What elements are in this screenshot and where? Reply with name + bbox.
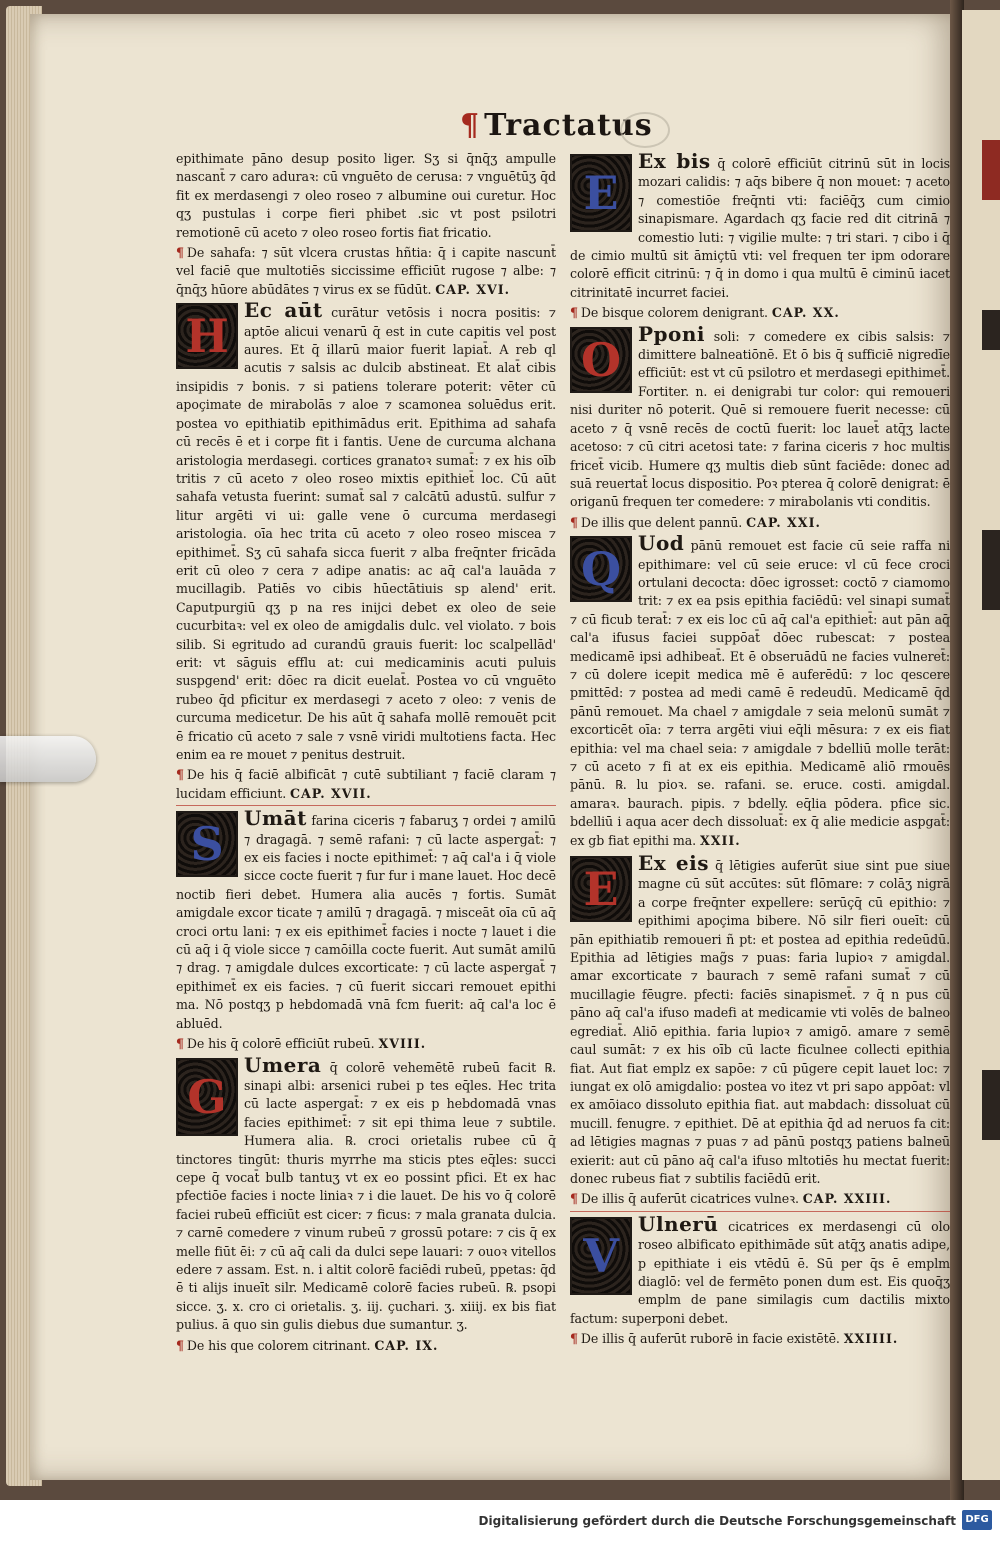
pilcrow-icon: ¶ — [570, 514, 578, 530]
decorated-initial-G: G — [176, 1058, 238, 1136]
pilcrow-icon: ¶ — [176, 1337, 184, 1353]
rubric-heading — [570, 304, 950, 322]
section-xvii — [176, 809, 556, 1035]
section-xix — [570, 152, 950, 304]
section-xx — [570, 325, 950, 514]
section-lead-word: Ec aūt — [244, 301, 323, 323]
section-xviii — [176, 1056, 556, 1337]
heading-text: De bisque colorem denigrant. — [580, 305, 768, 321]
chapter-number: XVIII. — [378, 1036, 427, 1052]
facing-initial-mark — [982, 530, 1000, 610]
footer-credit: Digitalisierung gefördert durch die Deutsche Forschungsgemeinschaft — [478, 1514, 956, 1528]
pilcrow-icon: ¶ — [460, 108, 481, 143]
pilcrow-icon: ¶ — [570, 1331, 578, 1347]
rubric-heading — [176, 1337, 556, 1355]
pilcrow-icon: ¶ — [570, 1191, 578, 1207]
heading-text: De his q̄ colorē efficiūt rubeū. — [186, 1036, 375, 1052]
heading-text: De sahafa: ⁊ sūt vlcera crustas hñtia: q̄ i capite nascunt̄ vel faciē que multotiēs siccissime efficiūt rugose ⁊ albe: ⁊ q̄nq̄ʒ hūore abūdātes ⁊ virus ex se fūdūt. — [176, 245, 556, 297]
section-xxii — [570, 854, 950, 1190]
heading-text: De illis q̄ auferūt ruborē in facie existētē. — [580, 1331, 840, 1347]
decorated-initial-Q: Q — [570, 536, 632, 602]
section-xxi — [570, 534, 950, 852]
rubric-rule — [176, 805, 556, 806]
section-text: soli: ⁊ comedere ex cibis salsis: ⁊ dimittere balneatiōnē. Et ō bis q̄ sufficiē nigredīe efficiūt: est vt cū psilotro et merdasegi epithimet̄. Fortiter. n. ei denigrabi tur color: qui remoueri nisi duriter nō poterit. Quē si remouere fuerit necesse: cū aceto ⁊ q̄ vsnē recēs de coctū fuerit: loc lauet̄ atq̄ʒ lacte acetoso: ⁊ cū citri acetosi tate: ⁊ farina ciceris ⁊ hoc multis fricet̄ vicib. Humere qʒ multis dieb sūnt faciēde: donec ad suā reuertat̄ locus dispositio. Poꝛ pterea q̄ colorē denigrat: ē origanū frequen ter comedere: ⁊ mirabolanis vti conditis. — [570, 328, 950, 510]
heading-text: De illis q̄ auferūt cicatrices vulneꝛ. — [580, 1191, 799, 1207]
section-lead-word: Ex bis — [638, 152, 711, 173]
section-text: cicatrices ex merdasengi cū olo roseo albificato epithimāde sūt atq̄ʒ anatis adipe, p epithiate i eis vtēdū ē. Sū per q̄s ē emplm diaglō: vel de fermēto ponen dum est. Eis quoq̄ʒ emplm de pane similagis cum dactilis mixto factum: superponi debet. — [570, 1218, 950, 1326]
section-text: curātur vetōsis i nocra positis: ⁊ aptōe alicui venarū q̄ est in cute capitis vel post aures. Et q̄ illarū maior fuerit lapiat̄. A reb ql acutis ⁊ salsis ac dulcib abstineat. Et alat̄ cibis insipidis ⁊ bonis. ⁊ si patiens tolerare poterit: vēter cū apoçimate de mirabolās ⁊ aloe ⁊ scamonea soluēdus erit. postea vo epithiatib epithimādus erit. Epithima ad sahafa cū recēs ē et i corpe fit i fantis. Uene de curcuma alchana aristologia merdasegi. cortices granatoꝛ sumat̄: ⁊ ex his oīb tritis ⁊ cū aceto ⁊ oleo roseo mixtis epithiet̄ loc. Cū aūt sahafa vetusta fuerint: sumat̄ sal ⁊ calcātū adustū. sulfur ⁊ litur argēti vi ui: galle vene ō curcuma merdasegi aristologia. oīa hec trita cū aceto ⁊ oleo roseo miscea ⁊ epithimet̄. Sʒ cū sahafa sicca fuerit ⁊ alba freq̄nter fricāda erit cū oleo ⁊ cera ⁊ adipe anatis: ac aq̄ cal'a lauāda ⁊ mucillagib. Patiēs vo cibis hūectātiuis sp alend' erit. Caputpurgiū qʒ p na res inijci debet ex oleo de seie cucurbitaꝛ: vel ex oleo de amigdalis dulc. vel violato. ⁊ bois silib. Si egritudo ad curandū grauis fuerit: loc scalpellād' erit: vt sāguis efflu at: cui medicaminis acuti puluis suspgend' erit: dōec ra dicit euelat̄. Postea vo cū vnguēto rubeo q̄d pficitur ex merdasegi ⁊ aceto ⁊ oleo: ⁊ venis de curcuma medicetur. De his aūt q̄ sahafa mollē remouēt pcit ē fricatio cū aceto ⁊ sale ⁊ vsnē viridi multotiens facta. Hec enim ea re mouet ⁊ penitus destruit. — [176, 305, 556, 762]
facing-initial-mark — [982, 1070, 1000, 1140]
pilcrow-icon: ¶ — [570, 305, 578, 321]
chapter-number: XXII. — [699, 832, 741, 848]
section-text: farina ciceris ⁊ fabaruʒ ⁊ ordei ⁊ amilū ⁊ dragagā. ⁊ semē rafani: ⁊ cū lacte aspergat̄: ⁊ ex eis facies i nocte epithimet̄: ⁊ aq̄ cal'a i q̄ viole sicce cocte fuerit ⁊ fur fur i mane lauet. Hoc decē noctib fieri debet. Humera alia aucēs ⁊ fortis. Sumāt amigdale excor ticate ⁊ amilū ⁊ dragagā. ⁊ misceāt oīa cū aq̄ croci ortu lani: ⁊ ex eis epithimet̄ facies i nocte ⁊ lauet i die cū aq̄ i q̄ viole sicce ⁊ camōilla cocte fuerit. Aut sumāt amilū ⁊ drag. ⁊ amigdale dulces excorticate: ⁊ cū lacte aspergat̄ ⁊ epithimet̄ ex eis facies. ⁊ cū fuerit siccari remouet epithi ma. Nō postqʒ p hebdomadā vnā fcm fuerit: aq̄ cal'a loc ē abluēd. — [176, 813, 556, 1031]
right-text-column — [570, 150, 950, 1351]
decorated-initial-O: O — [570, 327, 632, 393]
rubric-heading — [176, 1035, 556, 1053]
decorated-initial-V: V — [570, 1217, 632, 1295]
heading-text: De his que colorem citrinant. — [186, 1337, 371, 1353]
decorated-initial-E: E — [570, 154, 632, 232]
facing-page-edge — [962, 10, 1000, 1480]
section-lead-word: Umera — [244, 1055, 322, 1077]
section-text: q̄ lētigies auferūt siue sint pue siue magne cū sūt accūtes: sūt flōmare: ⁊ colāʒ nigrā a corpe freq̄nter expellere: serūçq̄ cū epithio: ⁊ epithimi apoçima bibere. Nō silr fieri oueīt: cū pān epithiatib remoueri ñ pt: et postea ad epithia redeūdū. Epithia ad lētigies mag̃s ⁊ puas: faria lupioꝛ ⁊ amigdal. amar excorticate ⁊ baurach ⁊ semē rafani sumat̄ ⁊ cū mucillagie fēugre. pfecti: faciēs sinapismet̄. ⁊ q̄ n pus cū pāno aq̄ cal'a ifuso madefi at medicamie vti volēs de balneo egrediat̄. Aliō epithia. faria lupioꝛ ⁊ amigō. amare ⁊ semē caul sumāt: ⁊ ex his oīb cū lacte ficulnee collecti epithia fiat. Aut fiat emplz ex sapōe: ⁊ cū pūgere cepit lauet loc: ⁊ iungat ex olō amigdalio: postea vo itez vt pri sapo appōat: vl ex amōiaco dissoluto epithia fiat. aut mabdach: dissoluat cū mucill. fenugre. ⁊ epithiet. Dē at epithia q̄d ad neruos fa cit: ad lētigies magnas ⁊ puas ⁊ ad pānū postqʒ patiens balneū exierit: aut cū pāno aq̄ cal'a ifuso mltotiēs hu mectat fuerit: donec rubeus fiat ⁊ subtilis faciēdū erit. — [570, 858, 950, 1186]
library-stamp — [620, 112, 670, 148]
rubric-heading — [570, 514, 950, 532]
rubric-heading — [570, 1330, 950, 1348]
chapter-number: CAP. XXIII. — [802, 1191, 892, 1207]
chapter-number: CAP. XX. — [771, 305, 840, 321]
section-xxiii — [570, 1215, 950, 1330]
section-text: pānū remouet est facie cū seie raffa ni epithimare: vel cū seie eruce: vl cū fece croci ortulani decocta: dōec igrosset: coctō ⁊ ciamomo trit: ⁊ ex ea psis epithia faciēdū: vel sinapi sumat̄ ⁊ cū ficub terat̄: ⁊ ex eis loc cū aq̄ cal'a epithiet̄: aut pān aq̄ cal'a ifusus faciei suppōat̄ dōec rubescat: ⁊ postea medicamē ipsi adhibeat̄. Et ē obseruādū ne facies vulneret̄: ⁊ cū dolere icepit medica mē ē auferēdū: ⁊ loc qescere pmittēd: ⁊ postea ad medi camē ē redeudū. Medicamē q̄d pānū remouet. Ma chael ⁊ amigdale ⁊ seia melonū sumāt ⁊ excorticēt oīa: ⁊ terra argēti viui eq̄li mēsura: ⁊ ex eis fiat epithia: vel ma chael seia: ⁊ amigdale ⁊ bdelliū molle terāt: ⁊ cū aceto ⁊ fi at ex eis epithia. Medicamē aliō rmouēs pānū. ℞. lu pioꝛ. se. rafani. se. eruce. costi. amigdal. amaraꝛ. baurach. pipis. ⁊ bdelly. eq̄lia pōdera. pfice sic. bdelliū i aqua acer dech dissoluat̄: ex q̄ alie medicie aspgat̄: ex gb fiat epithi ma. — [570, 538, 950, 848]
section-lead-word: Ex eis — [638, 854, 709, 876]
decorated-initial-E: E — [570, 856, 632, 922]
rubric-rule — [570, 1211, 950, 1212]
chapter-number: CAP. IX. — [374, 1337, 439, 1353]
section-lead-word: Uod — [638, 534, 685, 556]
chapter-number: XXIIII. — [843, 1331, 899, 1347]
chapter-number: CAP. XVI. — [435, 281, 511, 297]
section-lead-word: Pponi — [638, 324, 706, 346]
heading-text: De his q̄ faciē albificāt ⁊ cutē subtiliant ⁊ faciē claram ⁊ lucidam efficiunt. — [176, 767, 556, 801]
heading-text: De illis que delent pannū. — [580, 514, 743, 530]
chapter-number: CAP. XVII. — [290, 785, 372, 801]
section-xvi — [176, 301, 556, 766]
pilcrow-icon: ¶ — [176, 767, 184, 783]
section-lead-word: Ulnerū — [638, 1214, 719, 1236]
pilcrow-icon: ¶ — [176, 245, 184, 261]
pilcrow-icon: ¶ — [176, 1036, 184, 1052]
dfg-logo: DFG — [962, 1510, 992, 1530]
decorated-initial-H: H — [176, 303, 238, 369]
decorated-initial-S: S — [176, 811, 238, 877]
digitization-footer — [0, 1500, 1000, 1544]
running-head-title: Tractatus — [484, 108, 653, 143]
section-lead-word: Umāt — [244, 809, 307, 831]
chapter-number: CAP. XXI. — [746, 514, 821, 530]
facing-text-mark — [982, 310, 1000, 350]
left-text-column — [176, 150, 556, 1357]
paragraph: epithimate pāno desup posito liger. Sʒ si q̄nq̄ʒ ampulle nascant̄ ⁊ caro aduraꝛ: cū vnguēto de cerusa: ⁊ vnguētūʒ q̄d fit ex merdasengi ⁊ oleo roseo ⁊ albumine oui curetur. Hoc qʒ pustulas i corpe fieri phibet .sic vt post psilotri remotionē cū aceto ⁊ oleo roseo fortis fiat fricatio. — [176, 151, 556, 240]
rubric-heading — [570, 1190, 950, 1208]
rubric-heading — [176, 244, 556, 299]
facing-initial-mark — [982, 140, 1000, 200]
plastic-bookmark — [0, 736, 96, 782]
section-text: q̄ colorē vehemētē rubeū facit ℞. sinapi albi: arsenici rubei p tes eq̄les. Hec trita cū lacte aspergat̄: ⁊ ex eis p hebdomadā vnas facies epithimet̄: ⁊ sit epi thima leue ⁊ subtile. Humera alia. ℞. croci orietalis rubee cū q̄ tinctores tingūt: thuris myrrhe ma sticis ptes eq̄les: succi cepe q̄ vocat̄ bulb tantuʒ vt ex eo possint pfici. Et ex hac pfectiōe facies i nocte liniaꝛ ⁊ i die lauet. De his vo q̄ colorē faciei rubeū efficiūt est cicer: ⁊ ficus: ⁊ mala granata dulcia. ⁊ carnē comedere ⁊ vinum rubeū ⁊ grossū potare: ⁊ cis q̄ ex melle fiūt ēi: ⁊ cū aq̄ cali da dulci sepe lauari: ⁊ ouoꝛ vitellos edere ⁊ assam. Est. n. i altit colorē faciēdi rubeū, ppetas: q̄d ē ti alijs inueīt silr. Medicamē colorē facies rubeū. ℞. psopi sicce. ʒ. x. cro ci orietalis. ʒ. iij. çuchari. ʒ. xiiij. ex bis fiat pulius. ā quo sin gulis diebus due sumantur. ʒ. — [176, 1059, 556, 1333]
section-text: q̄ colorē efficiūt citrinū sūt in locis mozari calidis: ⁊ aq̄s bibere q̄ non mouet: ⁊ aceto ⁊ comestiōe freq̄nti vti: faciēq̄ʒ cum cimio sinapismare. Agardach qʒ facie red dit citrinā ⁊ comestio luti: ⁊ vigilie multe: ⁊ tri stari. ⁊ cibo i q̄ de cimio multū sit āmiçtū vti: vel frequen ter ipm odorare colorē efficit citrinū: ⁊ q̄ in domo i qua multū ē ciminū iacet citrinitatē incurret faciei. — [570, 156, 950, 300]
rubric-heading — [176, 766, 556, 803]
